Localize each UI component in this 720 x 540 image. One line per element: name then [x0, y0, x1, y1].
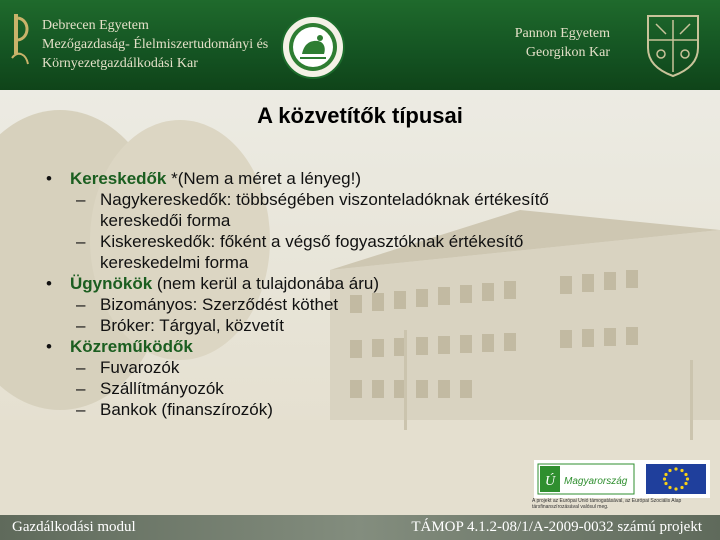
slide-title: A közvetítők típusai [257, 103, 463, 128]
svg-text:Magyarország: Magyarország [564, 476, 628, 487]
sub-item-text: Bizományos: Szerződést köthet [100, 295, 339, 314]
term-description: *(Nem a méret a lényeg!) [166, 169, 362, 188]
header-right-line: Georgikon Kar [525, 45, 610, 60]
bullet-list [46, 168, 666, 420]
georgikon-crest [640, 10, 706, 80]
bullet-marker: • [46, 337, 52, 356]
sub-list-item [46, 399, 666, 420]
dash-marker: – [76, 316, 86, 335]
sub-item-text: Bróker: Tárgyal, közvetít [100, 316, 284, 335]
sub-list-item [46, 189, 666, 210]
dash-marker: – [76, 232, 86, 251]
sub-list-item [46, 378, 666, 399]
dash-marker: – [76, 295, 86, 314]
debrecen-university-logo [8, 10, 34, 68]
sub-list-item [46, 231, 666, 252]
header-band [0, 0, 720, 90]
footer-bar [0, 515, 720, 540]
svg-text:Ú: Ú [544, 474, 556, 489]
eu-flag-logo [646, 464, 706, 494]
header-right-line: Pannon Egyetem [514, 26, 610, 41]
bullet-marker: • [46, 169, 52, 188]
term-heading: Kereskedők [70, 169, 167, 188]
debrecen-university-name [42, 16, 268, 73]
list-item [46, 168, 666, 189]
header-left-line: Környezetgazdálkodási Kar [42, 56, 198, 71]
funding-fineprint: A projekt az Európai Unió támogatásával, az Európai Szociális Alap társfinanszírozásával valósul meg. [532, 498, 682, 510]
list-item [46, 336, 666, 357]
uj-magyarorszag-logo [538, 464, 634, 494]
dash-marker: – [76, 190, 86, 209]
term-heading: Közreműködők [70, 337, 193, 356]
term-heading: Ügynökök [70, 274, 153, 293]
sub-item-text: Kiskereskedők: főként a végső fogyasztóknak értékesítő [100, 232, 524, 251]
list-item [46, 273, 666, 294]
sub-list-item [46, 315, 666, 336]
pannon-university-name [515, 24, 610, 62]
sub-item-text: Bankok (finanszírozók) [100, 400, 273, 419]
footer-module-name: Gazdálkodási modul [12, 519, 136, 535]
sub-list-item-continuation [46, 210, 666, 231]
footer-project-id: TÁMOP 4.1.2-08/1/A-2009-0032 számú projekt [411, 519, 702, 535]
sub-item-text: kereskedelmi forma [100, 253, 249, 272]
sub-list-item [46, 357, 666, 378]
bullet-marker: • [46, 274, 52, 293]
sub-item-text: Nagykereskedők: többségében viszonteladóknak értékesítő [100, 190, 549, 209]
sub-item-text: Szállítmányozók [100, 379, 224, 398]
funding-logos [534, 460, 710, 498]
term-description: (nem kerül a tulajdonába áru) [152, 274, 379, 293]
sub-item-text: kereskedői forma [100, 211, 231, 230]
sub-list-item [46, 294, 666, 315]
dash-marker: – [76, 400, 86, 419]
header-left-line: Debrecen Egyetem [42, 18, 149, 33]
dash-marker: – [76, 358, 86, 377]
header-left-line: Mezőgazdaság- Élelmiszertudományi és [42, 37, 269, 52]
sub-item-text: Fuvarozók [100, 358, 180, 377]
dash-marker: – [76, 379, 86, 398]
faculty-emblem [280, 14, 346, 80]
sub-list-item-continuation [46, 252, 666, 273]
